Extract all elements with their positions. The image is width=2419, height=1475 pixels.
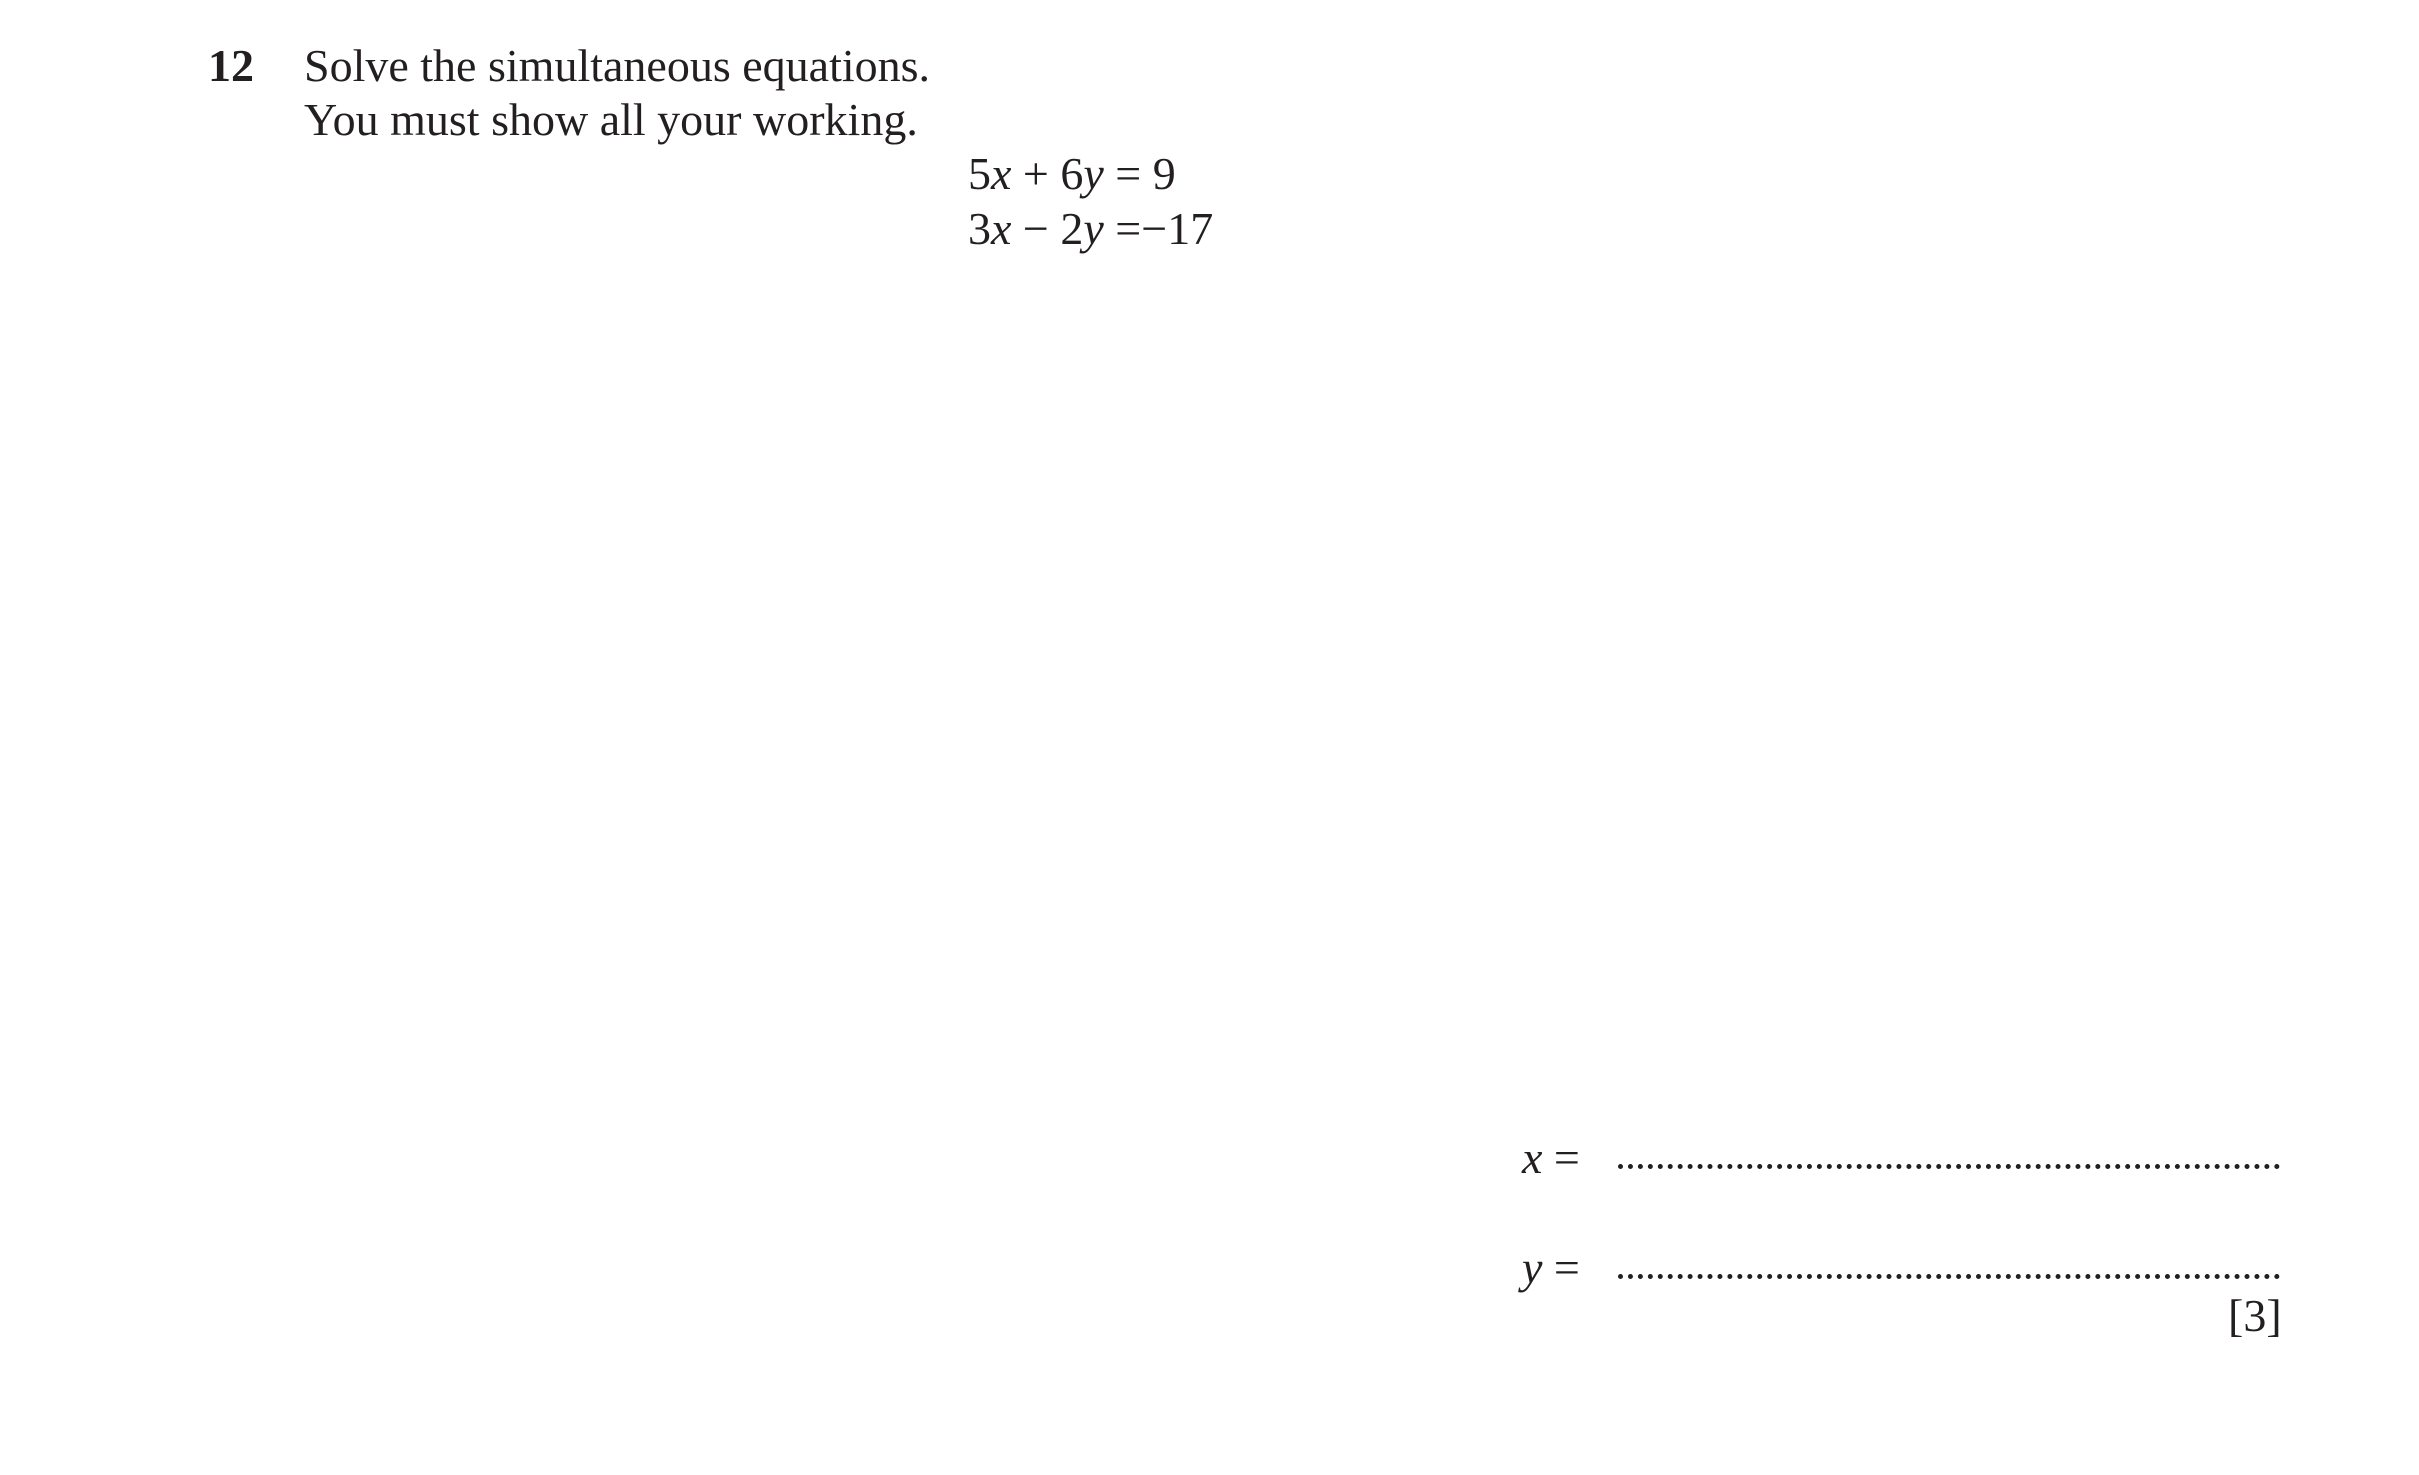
equation-2-rhs: −17 bbox=[1141, 203, 1214, 254]
marks-label: [3] bbox=[2228, 1290, 2282, 1341]
equation-1-var-x: x bbox=[991, 148, 1012, 199]
equation-2-var-x: x bbox=[991, 203, 1012, 254]
answer-x-line[interactable] bbox=[1618, 1164, 2280, 1169]
answer-x-label bbox=[1522, 1130, 1580, 1186]
answer-x-var: x bbox=[1522, 1132, 1543, 1183]
equation-1-coef-a: 5 bbox=[968, 148, 991, 199]
question-number: 12 bbox=[208, 40, 254, 91]
answer-y-line[interactable] bbox=[1618, 1274, 2280, 1279]
equation-1-coef-b: 6 bbox=[1060, 148, 1084, 199]
equation-1-equals: = bbox=[1115, 148, 1142, 199]
equation-2 bbox=[968, 201, 1213, 257]
equation-2-equals: = bbox=[1115, 203, 1142, 254]
equation-2-coef-a: 3 bbox=[968, 203, 991, 254]
equation-1-var-y: y bbox=[1083, 148, 1104, 199]
equation-1-rhs: 9 bbox=[1152, 148, 1176, 199]
equation-2-coef-b: 2 bbox=[1060, 203, 1084, 254]
question-working-note: You must show all your working. bbox=[304, 94, 918, 145]
question-instruction: Solve the simultaneous equations. bbox=[304, 40, 931, 91]
answer-x-equals: = bbox=[1553, 1132, 1580, 1183]
equation-1 bbox=[968, 146, 1176, 202]
equation-2-var-y: y bbox=[1083, 203, 1104, 254]
answer-y-var: y bbox=[1522, 1242, 1543, 1293]
equation-2-operator: − bbox=[1022, 203, 1049, 254]
answer-y-label bbox=[1522, 1240, 1580, 1296]
answer-y-equals: = bbox=[1553, 1242, 1580, 1293]
equation-1-operator: + bbox=[1022, 148, 1049, 199]
